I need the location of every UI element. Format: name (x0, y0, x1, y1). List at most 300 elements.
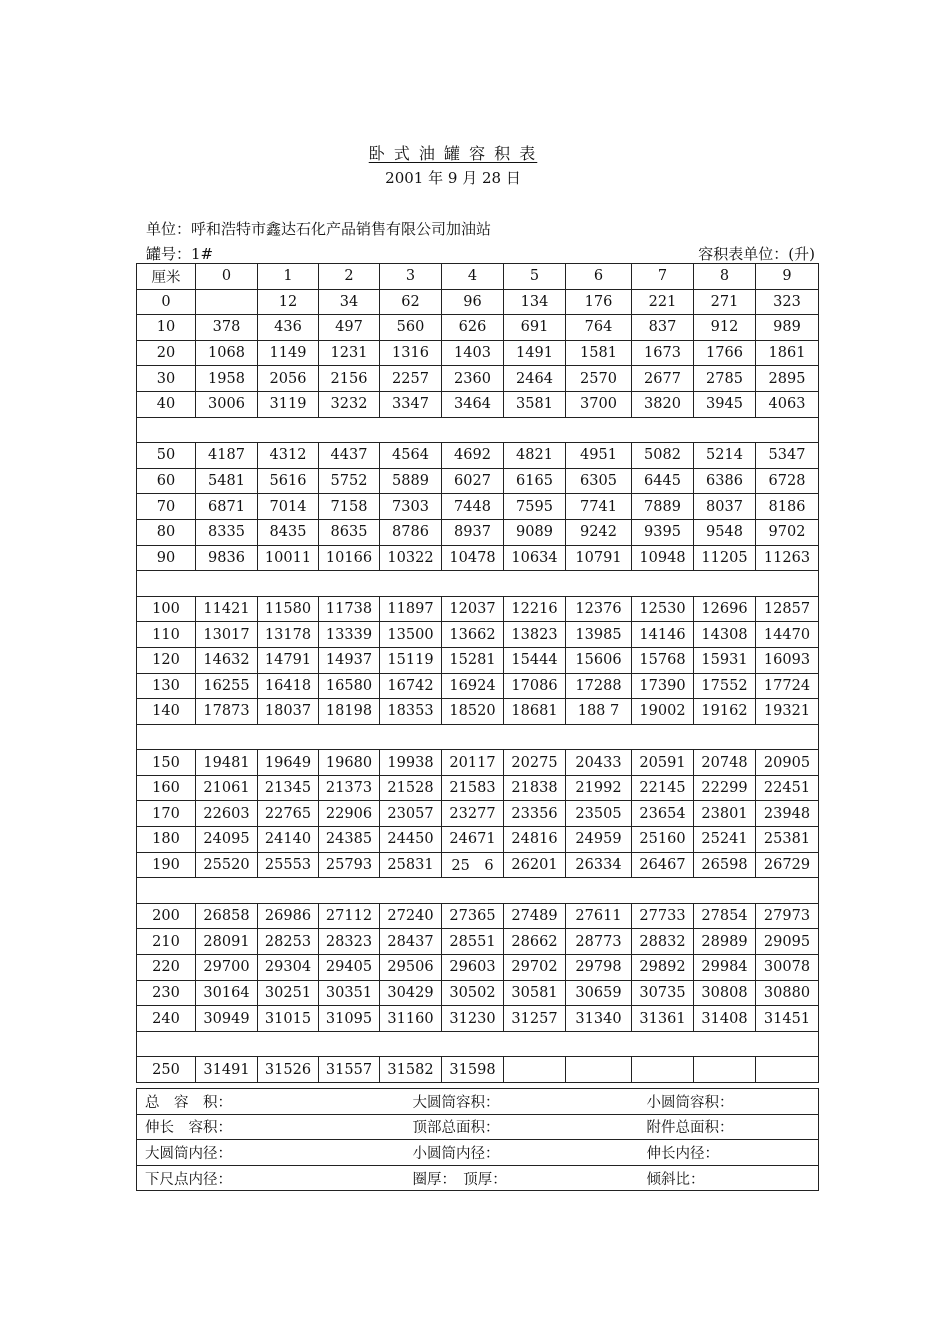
group-separator-row (137, 417, 819, 443)
footer-field-label: 大圆筒容积： (401, 1089, 643, 1115)
value-cell: 27854 (694, 903, 756, 929)
value-cell: 9836 (196, 545, 258, 571)
row-label-cell: 250 (137, 1057, 196, 1083)
value-cell: 1068 (196, 340, 258, 366)
row-label-cell: 150 (137, 750, 196, 776)
value-cell: 24140 (258, 827, 319, 853)
table-row (137, 980, 819, 1006)
value-cell: 23801 (694, 801, 756, 827)
table-row (137, 340, 819, 366)
value-cell: 19649 (258, 750, 319, 776)
value-cell: 16742 (380, 673, 442, 699)
value-cell: 24959 (566, 827, 632, 853)
table-row (137, 699, 819, 725)
value-cell: 8937 (442, 519, 504, 545)
value-cell: 3119 (258, 391, 319, 417)
value-cell: 22906 (319, 801, 380, 827)
value-cell: 14632 (196, 647, 258, 673)
value-cell: 28091 (196, 929, 258, 955)
value-cell: 26598 (694, 852, 756, 878)
value-cell: 12037 (442, 596, 504, 622)
value-cell: 19938 (380, 750, 442, 776)
value-cell: 30251 (258, 980, 319, 1006)
table-row (137, 955, 819, 981)
footer-row (137, 1114, 819, 1140)
value-cell: 21345 (258, 775, 319, 801)
value-cell: 4951 (566, 443, 632, 469)
value-cell: 4564 (380, 443, 442, 469)
row-label-cell: 140 (137, 699, 196, 725)
row-label-cell: 230 (137, 980, 196, 1006)
value-cell: 5347 (756, 443, 819, 469)
value-cell: 18198 (319, 699, 380, 725)
value-cell: 28989 (694, 929, 756, 955)
value-cell: 11263 (756, 545, 819, 571)
value-cell: 17552 (694, 673, 756, 699)
row-label-cell: 100 (137, 596, 196, 622)
value-cell: 19321 (756, 699, 819, 725)
value-cell: 31340 (566, 1006, 632, 1032)
value-cell: 1 (258, 264, 319, 290)
value-cell: 30351 (319, 980, 380, 1006)
value-cell: 5214 (694, 443, 756, 469)
document-title: 卧 式 油 罐 容 积 表 (368, 144, 538, 163)
value-cell: 15444 (504, 647, 566, 673)
value-cell: 31095 (319, 1006, 380, 1032)
value-cell: 25520 (196, 852, 258, 878)
value-cell: 764 (566, 315, 632, 341)
value-cell: 15281 (442, 647, 504, 673)
table-row (137, 750, 819, 776)
table-row (137, 827, 819, 853)
value-cell: 30659 (566, 980, 632, 1006)
value-cell: 1149 (258, 340, 319, 366)
value-cell (632, 1057, 694, 1083)
value-cell: 3581 (504, 391, 566, 417)
value-cell: 24385 (319, 827, 380, 853)
value-cell: 29304 (258, 955, 319, 981)
value-cell: 5082 (632, 443, 694, 469)
value-cell: 31015 (258, 1006, 319, 1032)
row-label-cell: 60 (137, 468, 196, 494)
value-cell: 30735 (632, 980, 694, 1006)
value-cell: 8037 (694, 494, 756, 520)
value-cell: 31451 (756, 1006, 819, 1032)
document-date: 2001 年 9 月 28 日 (385, 169, 521, 187)
value-cell: 12857 (756, 596, 819, 622)
value-cell: 30581 (504, 980, 566, 1006)
value-cell: 30949 (196, 1006, 258, 1032)
value-cell: 1861 (756, 340, 819, 366)
value-cell: 8635 (319, 519, 380, 545)
value-cell: 25831 (380, 852, 442, 878)
value-cell: 837 (632, 315, 694, 341)
value-cell: 5481 (196, 468, 258, 494)
footer-row (137, 1089, 819, 1115)
row-label-cell: 10 (137, 315, 196, 341)
value-cell: 25793 (319, 852, 380, 878)
value-cell: 2156 (319, 366, 380, 392)
value-cell (694, 1057, 756, 1083)
value-cell: 378 (196, 315, 258, 341)
value-cell: 24095 (196, 827, 258, 853)
value-cell: 34 (319, 289, 380, 315)
value-cell: 12216 (504, 596, 566, 622)
value-cell: 13823 (504, 622, 566, 648)
row-label-cell: 220 (137, 955, 196, 981)
value-cell: 62 (380, 289, 442, 315)
value-cell: 17390 (632, 673, 694, 699)
value-cell: 2785 (694, 366, 756, 392)
value-cell: 29984 (694, 955, 756, 981)
value-cell: 8335 (196, 519, 258, 545)
value-cell: 4187 (196, 443, 258, 469)
value-cell: 24671 (442, 827, 504, 853)
value-cell: 1491 (504, 340, 566, 366)
value-cell: 1581 (566, 340, 632, 366)
value-cell: 25553 (258, 852, 319, 878)
value-cell: 20591 (632, 750, 694, 776)
value-cell: 2257 (380, 366, 442, 392)
separator-cell (137, 878, 819, 904)
value-cell: 176 (566, 289, 632, 315)
value-cell: 26729 (756, 852, 819, 878)
value-cell: 10166 (319, 545, 380, 571)
value-cell: 29798 (566, 955, 632, 981)
value-cell: 20905 (756, 750, 819, 776)
row-label-cell: 170 (137, 801, 196, 827)
value-cell: 30808 (694, 980, 756, 1006)
value-cell: 6386 (694, 468, 756, 494)
value-cell: 28323 (319, 929, 380, 955)
value-cell: 29702 (504, 955, 566, 981)
value-cell: 29892 (632, 955, 694, 981)
value-cell: 188 7 (566, 699, 632, 725)
value-cell: 13178 (258, 622, 319, 648)
value-cell: 10322 (380, 545, 442, 571)
value-cell: 6165 (504, 468, 566, 494)
value-cell: 17288 (566, 673, 632, 699)
value-cell: 12530 (632, 596, 694, 622)
value-cell: 31598 (442, 1057, 504, 1083)
value-cell: 12 (258, 289, 319, 315)
value-cell: 23505 (566, 801, 632, 827)
value-cell: 15606 (566, 647, 632, 673)
value-cell: 22765 (258, 801, 319, 827)
value-cell: 18037 (258, 699, 319, 725)
value-cell: 20117 (442, 750, 504, 776)
value-cell: 12696 (694, 596, 756, 622)
value-cell: 31408 (694, 1006, 756, 1032)
value-cell: 11205 (694, 545, 756, 571)
value-cell: 323 (756, 289, 819, 315)
value-cell: 26334 (566, 852, 632, 878)
value-cell: 221 (632, 289, 694, 315)
value-cell: 15768 (632, 647, 694, 673)
value-cell: 5 (504, 264, 566, 290)
row-label-cell: 190 (137, 852, 196, 878)
value-cell: 19162 (694, 699, 756, 725)
row-label-cell: 180 (137, 827, 196, 853)
value-cell: 22145 (632, 775, 694, 801)
value-cell: 560 (380, 315, 442, 341)
value-cell: 271 (694, 289, 756, 315)
value-cell: 4821 (504, 443, 566, 469)
row-label-cell: 80 (137, 519, 196, 545)
value-cell: 31361 (632, 1006, 694, 1032)
value-cell: 20748 (694, 750, 756, 776)
footer-field-label: 顶部总面积： (401, 1114, 643, 1140)
value-cell: 27112 (319, 903, 380, 929)
value-cell: 31557 (319, 1057, 380, 1083)
value-cell: 31491 (196, 1057, 258, 1083)
value-cell: 7014 (258, 494, 319, 520)
value-cell: 10634 (504, 545, 566, 571)
table-row (137, 289, 819, 315)
value-cell: 31160 (380, 1006, 442, 1032)
separator-cell (137, 571, 819, 597)
table-row (137, 468, 819, 494)
value-cell: 9548 (694, 519, 756, 545)
value-cell: 96 (442, 289, 504, 315)
value-cell: 9702 (756, 519, 819, 545)
value-cell: 7303 (380, 494, 442, 520)
value-cell: 25160 (632, 827, 694, 853)
value-cell: 30078 (756, 955, 819, 981)
value-cell: 3006 (196, 391, 258, 417)
value-cell: 7595 (504, 494, 566, 520)
value-cell: 29095 (756, 929, 819, 955)
value-cell: 10948 (632, 545, 694, 571)
value-cell: 16093 (756, 647, 819, 673)
value-cell: 4063 (756, 391, 819, 417)
value-cell: 6728 (756, 468, 819, 494)
value-cell: 15119 (380, 647, 442, 673)
value-cell: 29700 (196, 955, 258, 981)
value-cell: 2464 (504, 366, 566, 392)
value-cell: 27973 (756, 903, 819, 929)
value-cell: 29506 (380, 955, 442, 981)
value-cell: 27240 (380, 903, 442, 929)
value-cell: 28773 (566, 929, 632, 955)
footer-field-label: 伸长内径： (643, 1140, 819, 1166)
value-cell: 1316 (380, 340, 442, 366)
value-cell: 22451 (756, 775, 819, 801)
table-row (137, 391, 819, 417)
value-cell: 21528 (380, 775, 442, 801)
value-cell: 2056 (258, 366, 319, 392)
footer-table (136, 1088, 819, 1191)
group-separator-row (137, 1031, 819, 1057)
value-cell: 26467 (632, 852, 694, 878)
value-cell: 11421 (196, 596, 258, 622)
value-cell: 6 (566, 264, 632, 290)
value-cell: 626 (442, 315, 504, 341)
value-cell: 30164 (196, 980, 258, 1006)
value-cell: 28253 (258, 929, 319, 955)
footer-field-label: 圈厚： 顶厚： (401, 1165, 643, 1191)
value-cell: 10478 (442, 545, 504, 571)
value-cell: 9395 (632, 519, 694, 545)
value-cell: 11738 (319, 596, 380, 622)
value-cell: 1766 (694, 340, 756, 366)
value-cell: 5889 (380, 468, 442, 494)
value-cell: 436 (258, 315, 319, 341)
value-cell: 18520 (442, 699, 504, 725)
table-row (137, 775, 819, 801)
value-cell: 134 (504, 289, 566, 315)
value-cell: 5616 (258, 468, 319, 494)
value-cell: 27489 (504, 903, 566, 929)
value-cell: 21061 (196, 775, 258, 801)
value-cell: 1673 (632, 340, 694, 366)
value-cell: 25 6 (442, 852, 504, 878)
value-cell: 3347 (380, 391, 442, 417)
group-separator-row (137, 878, 819, 904)
value-cell: 17724 (756, 673, 819, 699)
value-cell: 14470 (756, 622, 819, 648)
value-cell: 912 (694, 315, 756, 341)
group-separator-row (137, 724, 819, 750)
value-cell: 29405 (319, 955, 380, 981)
header-row (137, 264, 819, 290)
row-label-cell: 90 (137, 545, 196, 571)
table-row (137, 673, 819, 699)
value-cell: 13017 (196, 622, 258, 648)
value-cell: 9089 (504, 519, 566, 545)
value-cell (756, 1057, 819, 1083)
table-row (137, 545, 819, 571)
value-cell: 11897 (380, 596, 442, 622)
row-label-cell: 0 (137, 289, 196, 315)
value-cell: 22299 (694, 775, 756, 801)
tank-number: 罐号：1# (146, 245, 214, 263)
separator-cell (137, 417, 819, 443)
footer-field-label: 倾斜比： (643, 1165, 819, 1191)
value-cell: 26986 (258, 903, 319, 929)
footer-field-label: 小圆筒容积： (643, 1089, 819, 1115)
footer-row (137, 1165, 819, 1191)
value-cell: 28437 (380, 929, 442, 955)
table-row (137, 903, 819, 929)
footer-field-label: 大圆筒内径： (137, 1140, 401, 1166)
value-cell: 2895 (756, 366, 819, 392)
value-cell: 16924 (442, 673, 504, 699)
value-cell: 8186 (756, 494, 819, 520)
row-label-cell: 50 (137, 443, 196, 469)
value-cell: 20275 (504, 750, 566, 776)
value-cell: 14308 (694, 622, 756, 648)
value-cell: 23057 (380, 801, 442, 827)
value-cell: 2 (319, 264, 380, 290)
value-cell: 27733 (632, 903, 694, 929)
value-cell: 7741 (566, 494, 632, 520)
value-cell: 27611 (566, 903, 632, 929)
value-cell: 10791 (566, 545, 632, 571)
value-cell: 21583 (442, 775, 504, 801)
value-cell: 4312 (258, 443, 319, 469)
value-cell: 16580 (319, 673, 380, 699)
value-cell: 0 (196, 264, 258, 290)
footer-field-label: 小圆筒内径： (401, 1140, 643, 1166)
value-cell: 23948 (756, 801, 819, 827)
table-row (137, 519, 819, 545)
row-label-cell: 厘米 (137, 264, 196, 290)
value-cell: 6445 (632, 468, 694, 494)
value-cell: 16255 (196, 673, 258, 699)
table-row (137, 647, 819, 673)
volume-unit: 容积表单位：(升) (698, 245, 815, 263)
row-label-cell: 120 (137, 647, 196, 673)
value-cell (504, 1057, 566, 1083)
value-cell: 3820 (632, 391, 694, 417)
value-cell: 1403 (442, 340, 504, 366)
value-cell: 28662 (504, 929, 566, 955)
value-cell: 18681 (504, 699, 566, 725)
value-cell: 21373 (319, 775, 380, 801)
value-cell: 7158 (319, 494, 380, 520)
value-cell: 13500 (380, 622, 442, 648)
row-label-cell: 20 (137, 340, 196, 366)
table-row (137, 929, 819, 955)
value-cell: 30880 (756, 980, 819, 1006)
row-label-cell: 200 (137, 903, 196, 929)
table-row (137, 1057, 819, 1083)
value-cell: 7448 (442, 494, 504, 520)
value-cell: 6871 (196, 494, 258, 520)
value-cell: 30502 (442, 980, 504, 1006)
value-cell: 31582 (380, 1057, 442, 1083)
value-cell: 31257 (504, 1006, 566, 1032)
table-row (137, 622, 819, 648)
value-cell: 17873 (196, 699, 258, 725)
unit-line: 单位：呼和浩特市鑫达石化产品销售有限公司加油站 (146, 220, 492, 238)
value-cell: 8435 (258, 519, 319, 545)
table-row (137, 366, 819, 392)
value-cell: 3945 (694, 391, 756, 417)
value-cell: 4692 (442, 443, 504, 469)
value-cell: 19481 (196, 750, 258, 776)
value-cell: 31526 (258, 1057, 319, 1083)
value-cell: 7889 (632, 494, 694, 520)
value-cell: 691 (504, 315, 566, 341)
value-cell: 23277 (442, 801, 504, 827)
value-cell: 989 (756, 315, 819, 341)
value-cell: 13985 (566, 622, 632, 648)
value-cell: 14791 (258, 647, 319, 673)
value-cell: 26858 (196, 903, 258, 929)
value-cell: 1958 (196, 366, 258, 392)
value-cell: 25381 (756, 827, 819, 853)
footer-field-label: 总 容 积： (137, 1089, 401, 1115)
value-cell: 6305 (566, 468, 632, 494)
table-row (137, 1006, 819, 1032)
value-cell: 17086 (504, 673, 566, 699)
row-label-cell: 40 (137, 391, 196, 417)
separator-cell (137, 1031, 819, 1057)
value-cell: 2360 (442, 366, 504, 392)
row-label-cell: 130 (137, 673, 196, 699)
value-cell: 15931 (694, 647, 756, 673)
value-cell: 2570 (566, 366, 632, 392)
value-cell: 31230 (442, 1006, 504, 1032)
value-cell: 497 (319, 315, 380, 341)
value-cell: 10011 (258, 545, 319, 571)
value-cell: 14146 (632, 622, 694, 648)
value-cell: 21838 (504, 775, 566, 801)
value-cell: 9242 (566, 519, 632, 545)
row-label-cell: 160 (137, 775, 196, 801)
